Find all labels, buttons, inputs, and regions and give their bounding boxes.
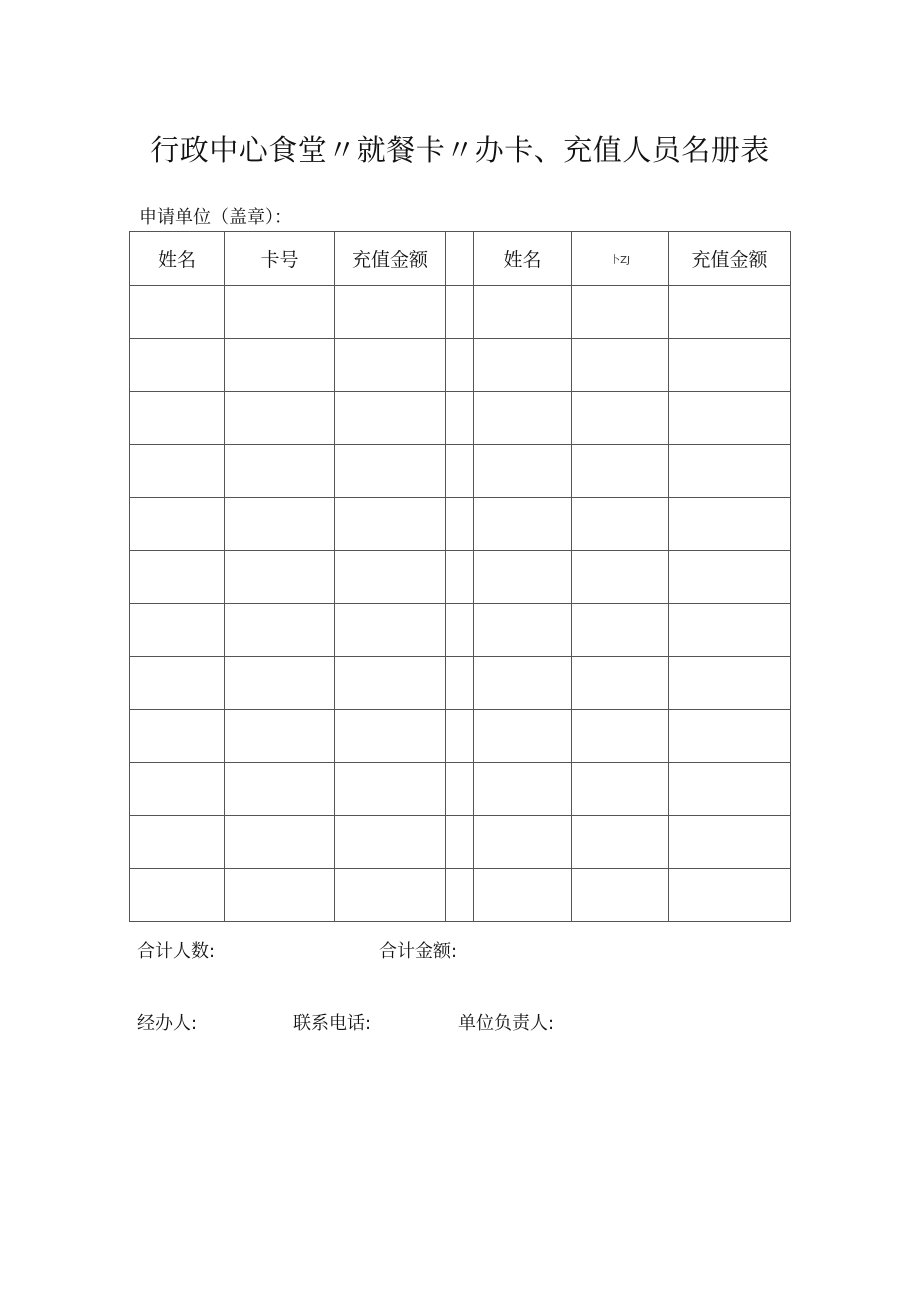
applicant-unit-label: 申请单位（盖章）： bbox=[139, 207, 292, 228]
name-cell-left[interactable] bbox=[130, 551, 225, 604]
card-number-cell-left[interactable] bbox=[225, 392, 335, 445]
column-divider bbox=[446, 816, 474, 869]
name-cell-right[interactable] bbox=[474, 816, 572, 869]
card-number-cell-right[interactable] bbox=[572, 498, 669, 551]
table-row bbox=[130, 604, 791, 657]
name-cell-left[interactable] bbox=[130, 763, 225, 816]
total-count-label: 合计人数: bbox=[137, 941, 216, 962]
name-cell-left[interactable] bbox=[130, 498, 225, 551]
card-number-cell-left[interactable] bbox=[225, 445, 335, 498]
table-row bbox=[130, 657, 791, 710]
name-cell-left[interactable] bbox=[130, 869, 225, 922]
card-number-cell-right[interactable] bbox=[572, 763, 669, 816]
card-number-cell-left[interactable] bbox=[225, 657, 335, 710]
recharge-amount-cell-right[interactable] bbox=[669, 816, 791, 869]
recharge-amount-cell-right[interactable] bbox=[669, 551, 791, 604]
recharge-amount-cell-left[interactable] bbox=[335, 816, 446, 869]
recharge-amount-cell-right[interactable] bbox=[669, 498, 791, 551]
recharge-amount-cell-right[interactable] bbox=[669, 339, 791, 392]
recharge-amount-cell-right[interactable] bbox=[669, 657, 791, 710]
recharge-amount-cell-left[interactable] bbox=[335, 339, 446, 392]
header-name-left: 姓名 bbox=[130, 232, 225, 286]
handler-label: 经办人: bbox=[137, 1013, 198, 1034]
header-card-number-left: 卡号 bbox=[225, 232, 335, 286]
table-header-row bbox=[130, 232, 791, 286]
total-amount-label: 合计金额: bbox=[379, 941, 458, 962]
card-number-cell-left[interactable] bbox=[225, 816, 335, 869]
card-number-cell-right[interactable] bbox=[572, 869, 669, 922]
column-divider bbox=[446, 710, 474, 763]
name-cell-right[interactable] bbox=[474, 604, 572, 657]
table-row bbox=[130, 710, 791, 763]
card-number-cell-left[interactable] bbox=[225, 286, 335, 339]
recharge-amount-cell-right[interactable] bbox=[669, 604, 791, 657]
name-cell-left[interactable] bbox=[130, 286, 225, 339]
recharge-amount-cell-right[interactable] bbox=[669, 445, 791, 498]
table-row bbox=[130, 445, 791, 498]
card-number-cell-left[interactable] bbox=[225, 710, 335, 763]
recharge-amount-cell-left[interactable] bbox=[335, 551, 446, 604]
column-divider bbox=[446, 657, 474, 710]
card-number-cell-left[interactable] bbox=[225, 869, 335, 922]
column-divider bbox=[446, 498, 474, 551]
recharge-amount-cell-left[interactable] bbox=[335, 710, 446, 763]
card-number-cell-left[interactable] bbox=[225, 339, 335, 392]
column-divider bbox=[446, 763, 474, 816]
recharge-amount-cell-right[interactable] bbox=[669, 869, 791, 922]
name-cell-right[interactable] bbox=[474, 286, 572, 339]
card-number-cell-left[interactable] bbox=[225, 604, 335, 657]
card-number-cell-right[interactable] bbox=[572, 286, 669, 339]
recharge-amount-cell-left[interactable] bbox=[335, 286, 446, 339]
name-cell-left[interactable] bbox=[130, 816, 225, 869]
name-cell-right[interactable] bbox=[474, 869, 572, 922]
column-divider bbox=[446, 339, 474, 392]
card-number-cell-right[interactable] bbox=[572, 551, 669, 604]
name-cell-left[interactable] bbox=[130, 710, 225, 763]
column-divider bbox=[446, 392, 474, 445]
recharge-amount-cell-left[interactable] bbox=[335, 763, 446, 816]
table-row bbox=[130, 869, 791, 922]
name-cell-left[interactable] bbox=[130, 604, 225, 657]
contact-phone-label: 联系电话: bbox=[293, 1013, 372, 1034]
recharge-amount-cell-right[interactable] bbox=[669, 286, 791, 339]
name-cell-left[interactable] bbox=[130, 339, 225, 392]
card-number-cell-right[interactable] bbox=[572, 710, 669, 763]
recharge-amount-cell-right[interactable] bbox=[669, 710, 791, 763]
card-number-cell-right[interactable] bbox=[572, 339, 669, 392]
card-number-cell-right[interactable] bbox=[572, 392, 669, 445]
card-number-cell-left[interactable] bbox=[225, 551, 335, 604]
table-row bbox=[130, 286, 791, 339]
card-number-cell-right[interactable] bbox=[572, 816, 669, 869]
card-number-cell-left[interactable] bbox=[225, 498, 335, 551]
table-row bbox=[130, 339, 791, 392]
header-recharge-amount-right: 充值金额 bbox=[669, 232, 791, 286]
table-row bbox=[130, 551, 791, 604]
name-cell-right[interactable] bbox=[474, 657, 572, 710]
card-number-cell-right[interactable] bbox=[572, 604, 669, 657]
card-number-cell-left[interactable] bbox=[225, 763, 335, 816]
card-number-cell-right[interactable] bbox=[572, 445, 669, 498]
table-row bbox=[130, 816, 791, 869]
recharge-amount-cell-left[interactable] bbox=[335, 392, 446, 445]
table-row bbox=[130, 763, 791, 816]
name-cell-right[interactable] bbox=[474, 710, 572, 763]
table-row bbox=[130, 498, 791, 551]
name-cell-right[interactable] bbox=[474, 445, 572, 498]
name-cell-left[interactable] bbox=[130, 657, 225, 710]
name-cell-right[interactable] bbox=[474, 392, 572, 445]
recharge-amount-cell-left[interactable] bbox=[335, 869, 446, 922]
recharge-amount-cell-right[interactable] bbox=[669, 392, 791, 445]
name-cell-right[interactable] bbox=[474, 339, 572, 392]
roster-table bbox=[129, 231, 791, 922]
name-cell-right[interactable] bbox=[474, 551, 572, 604]
column-divider bbox=[446, 551, 474, 604]
name-cell-left[interactable] bbox=[130, 392, 225, 445]
column-divider bbox=[446, 604, 474, 657]
column-divider bbox=[446, 869, 474, 922]
name-cell-right[interactable] bbox=[474, 498, 572, 551]
recharge-amount-cell-right[interactable] bbox=[669, 763, 791, 816]
recharge-amount-cell-left[interactable] bbox=[335, 445, 446, 498]
recharge-amount-cell-left[interactable] bbox=[335, 604, 446, 657]
table-row bbox=[130, 392, 791, 445]
recharge-amount-cell-left[interactable] bbox=[335, 498, 446, 551]
form-title: 行政中心食堂〃就餐卡〃办卡、充值人员名册表 bbox=[150, 133, 770, 167]
column-divider bbox=[446, 232, 474, 286]
name-cell-right[interactable] bbox=[474, 763, 572, 816]
header-name-right: 姓名 bbox=[474, 232, 572, 286]
header-card-number-right: 卜ZJ bbox=[572, 232, 669, 286]
card-number-cell-right[interactable] bbox=[572, 657, 669, 710]
unit-head-label: 单位负责人: bbox=[458, 1013, 555, 1034]
name-cell-left[interactable] bbox=[130, 445, 225, 498]
recharge-amount-cell-left[interactable] bbox=[335, 657, 446, 710]
column-divider bbox=[446, 286, 474, 339]
header-recharge-amount-left: 充值金额 bbox=[335, 232, 446, 286]
column-divider bbox=[446, 445, 474, 498]
